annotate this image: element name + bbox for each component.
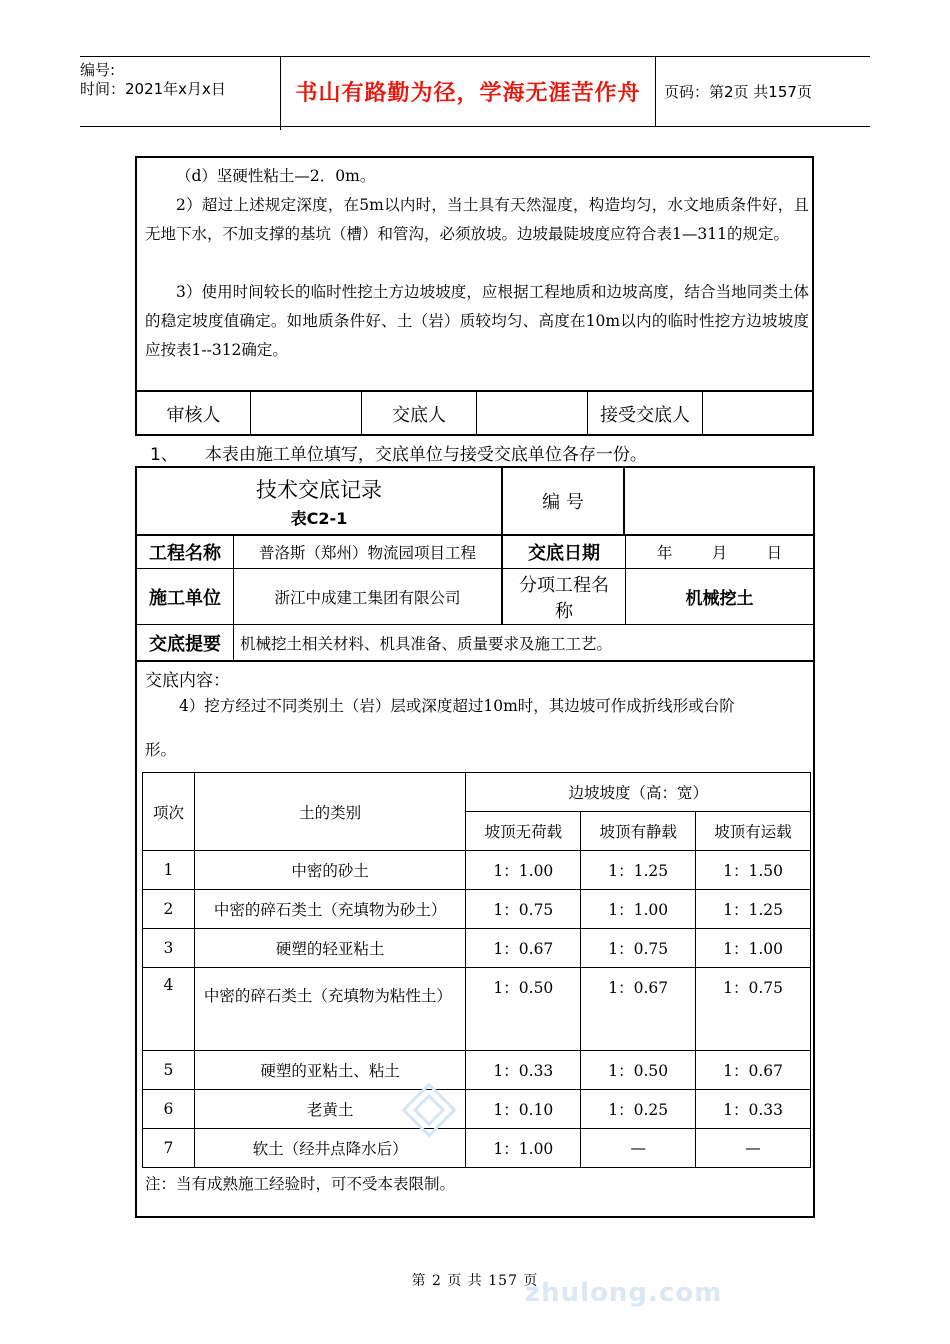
subproject-label-line2: 称: [555, 600, 573, 622]
unit-label: 施工单位: [137, 568, 233, 624]
slope-table: [142, 772, 811, 1168]
row-index: 1: [143, 851, 195, 890]
row-soil: 中密的砂土: [194, 851, 466, 890]
row-index: 7: [143, 1129, 195, 1168]
project-name-label: 工程名称: [137, 534, 233, 568]
row-soil: 硬塑的轻亚粘土: [194, 929, 466, 968]
table-row: [143, 1129, 811, 1168]
page-footer: 第 2 页 共 157 页: [411, 1273, 539, 1289]
watermark-logo-icon: [394, 1075, 464, 1145]
disclosure-form: [135, 466, 815, 1218]
subproject-label: [501, 568, 625, 624]
signoff-row: [137, 390, 812, 436]
row-value: 1：0.10: [466, 1090, 581, 1129]
row-value: 1：0.33: [696, 1090, 811, 1129]
row-value: 1：0.25: [581, 1090, 696, 1129]
continuation-box: [135, 156, 814, 436]
paragraph-d: （d）坚硬性粘土—2．0m。: [176, 167, 376, 185]
header-page-info: 页码：第2页 共157页: [664, 83, 812, 101]
presenter-label: 交底人: [362, 392, 477, 436]
table-row: [143, 851, 811, 890]
page-header: [80, 56, 870, 127]
row-index: 4: [143, 968, 195, 1051]
row-value: 1：1.25: [581, 851, 696, 890]
form-subtitle: 表C2-1: [290, 508, 348, 528]
sub-header-static-load: 坡顶有静载: [581, 812, 696, 851]
row-value: 1：1.25: [696, 890, 811, 929]
doc-time: 时间：2021年x月x日: [80, 80, 226, 98]
header-meta: [80, 57, 281, 130]
form-title: 技术交底记录: [256, 477, 382, 502]
table-row: [143, 890, 811, 929]
row-index: 6: [143, 1090, 195, 1129]
content-divider: [137, 660, 813, 662]
watermark-text: zhulong.com: [525, 1278, 723, 1308]
row-soil: 软土（经井点降水后）: [194, 1129, 466, 1168]
doc-number-label: 编号:: [80, 61, 116, 79]
receiver-label: 接受交底人: [588, 392, 703, 436]
row-soil: 中密的碎石类土（充填物为砂土）: [194, 890, 466, 929]
summary-label: 交底提要: [137, 624, 233, 660]
row-value: 1：0.50: [466, 968, 581, 1051]
header-motto: 书山有路勤为径，学海无涯苦作舟: [281, 57, 656, 126]
construction-unit: 浙江中成建工集团有限公司: [233, 568, 501, 624]
number-label: 编 号: [501, 468, 625, 534]
row-index: 5: [143, 1051, 195, 1090]
row-value: 1：0.50: [581, 1051, 696, 1090]
form-title-cell: [137, 468, 501, 534]
reviewer-label: 审核人: [137, 392, 251, 436]
table-row: [143, 968, 811, 1051]
row-value: —: [696, 1129, 811, 1168]
number-field[interactable]: [625, 468, 813, 534]
sub-header-no-load: 坡顶无荷载: [466, 812, 581, 851]
row-soil: 老黄土: [194, 1090, 466, 1129]
row-value: 1：1.00: [466, 851, 581, 890]
row-value: 1：0.33: [466, 1051, 581, 1090]
summary-text: 机械挖土相关材料、机具准备、质量要求及施工工艺。: [233, 624, 813, 660]
row-index: 2: [143, 890, 195, 929]
col-header-index: 项次: [143, 773, 195, 851]
paragraph-2: 2）超过上述规定深度，在5m以内时，当土具有天然湿度，构造均匀，水文地质条件好，且无地下水，不加支撑的基坑（槽）和管沟，必须放坡。边坡最陡坡度应符合表1—311的规定。: [145, 196, 809, 243]
row-value: 1：0.67: [581, 968, 696, 1051]
table-row: [143, 1051, 811, 1090]
subproject-value: 机械挖土: [625, 568, 813, 624]
row-value: 1：1.00: [581, 890, 696, 929]
presenter-field[interactable]: [477, 392, 588, 436]
row-value: 1：1.00: [696, 929, 811, 968]
row-value: 1：1.50: [696, 851, 811, 890]
row-value: 1：0.75: [696, 968, 811, 1051]
row-soil: 硬塑的亚粘土、粘土: [194, 1051, 466, 1090]
row-value: 1：0.67: [466, 929, 581, 968]
row-value: 1：0.75: [466, 890, 581, 929]
table-note: 注：当有成熟施工经验时，可不受本表限制。: [145, 1175, 456, 1193]
row-soil: 中密的碎石类土（充填物为粘性土）: [194, 968, 466, 1051]
form-note: 1、 本表由施工单位填写，交底单位与接受交底单位各存一份。: [150, 445, 647, 465]
col-header-slope: 边坡坡度（高：宽）: [466, 773, 811, 812]
content-paragraph-4: 4）挖方经过不同类别土（岩）层或深度超过10m时，其边坡可作成折线形或台阶: [179, 697, 735, 715]
table-row: [143, 1090, 811, 1129]
col-header-soil: 土的类别: [194, 773, 466, 851]
project-name: 普洛斯（郑州）物流园项目工程: [233, 534, 501, 568]
date-label: 交底日期: [501, 534, 625, 568]
row-value: 1：0.67: [696, 1051, 811, 1090]
date-value[interactable]: 年 月 日: [625, 534, 813, 568]
table-row: [143, 929, 811, 968]
content-paragraph-4-cont: 形。: [145, 741, 177, 759]
reviewer-field[interactable]: [251, 392, 362, 436]
row-value: 1：1.00: [466, 1129, 581, 1168]
subproject-label-line1: 分项工程名: [519, 574, 609, 596]
paragraph-3: 3）使用时间较长的临时性挖土方边坡坡度，应根据工程地质和边坡高度，结合当地同类土体的稳定坡度值确定。如地质条件好、土（岩）质较均匀、高度在10m以内的临时性挖方边坡坡度应按表1--312确定。: [145, 283, 809, 359]
receiver-field[interactable]: [703, 392, 812, 436]
sub-header-moving-load: 坡顶有运载: [696, 812, 811, 851]
content-label: 交底内容：: [145, 671, 230, 691]
row-index: 3: [143, 929, 195, 968]
row-value: —: [581, 1129, 696, 1168]
row-value: 1：0.75: [581, 929, 696, 968]
